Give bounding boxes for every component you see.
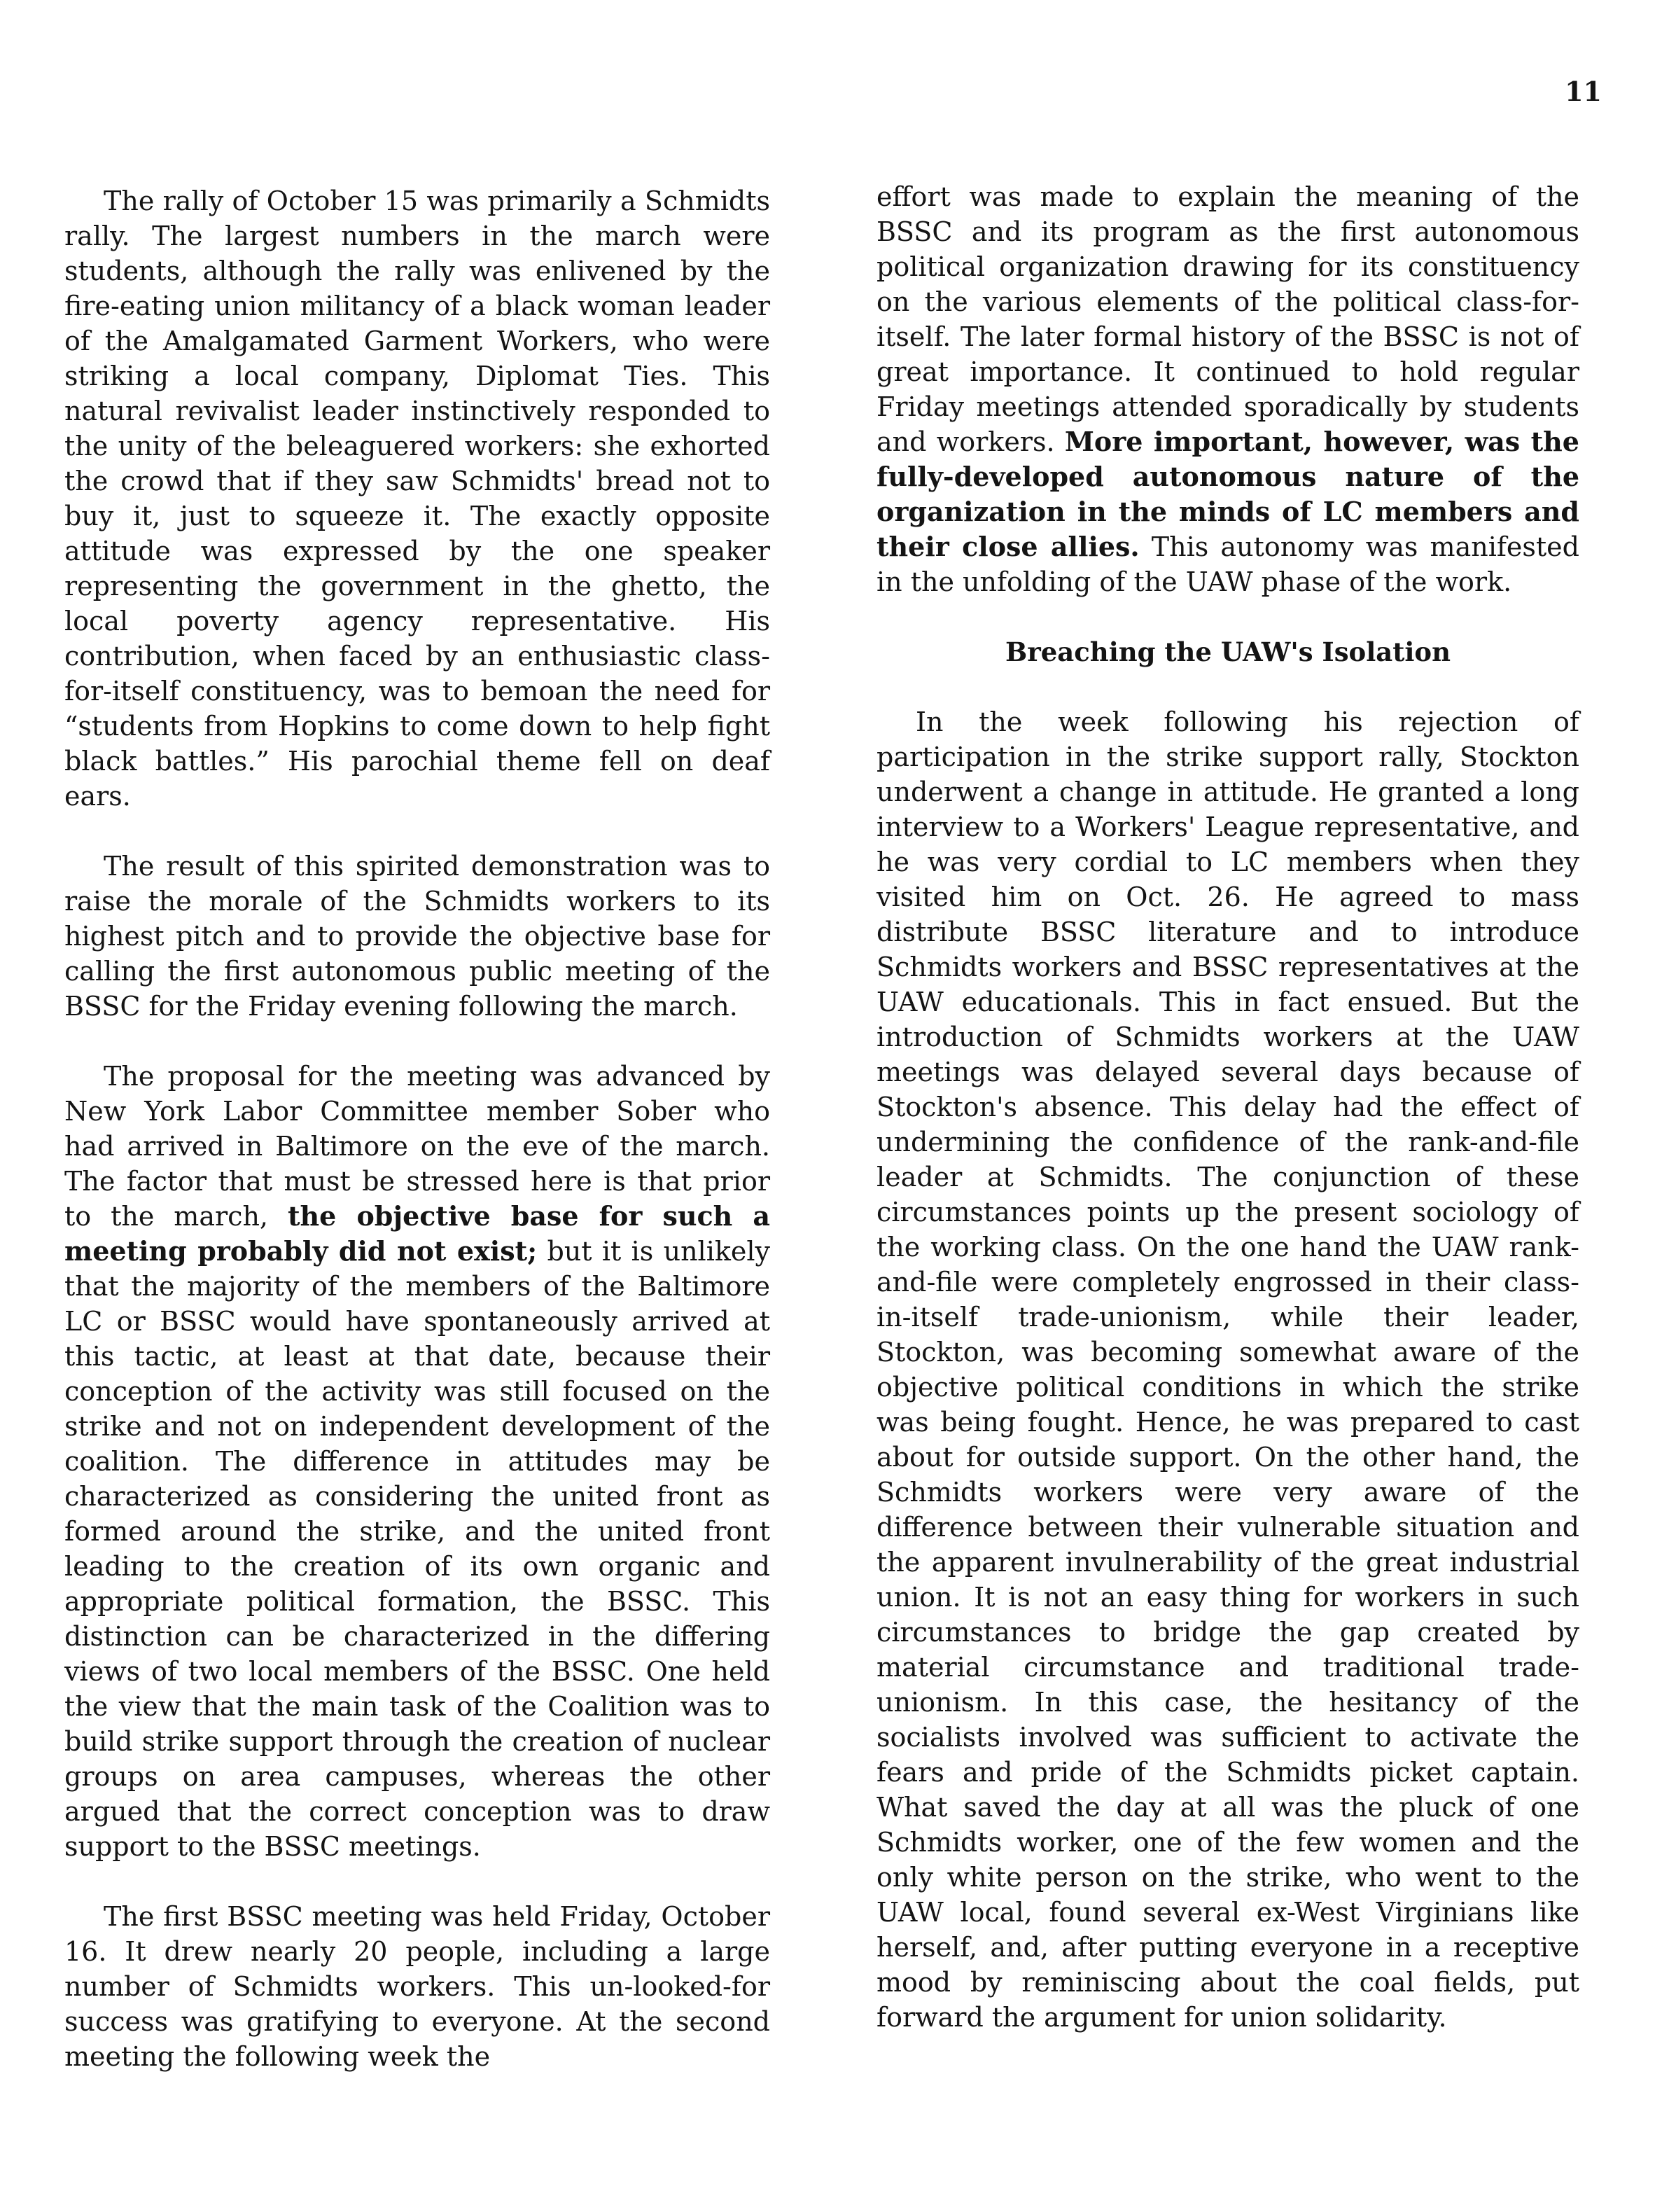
paragraph-continuation-text-a: effort was made to explain the meaning of the BSSC and its program as the first autonomous political organization drawing for its constituency on the various elements of the political class-for-itself. The later formal history of the BSSC is not of great importance. It continued to hold regular Friday meetings attended sporadically by students and workers. — [877, 181, 1579, 457]
paragraph-continuation-emphasis: More important, however, was the fully-developed autonomous nature of the organization in the minds of LC members and their close allies. — [877, 426, 1579, 562]
paragraph-continuation — [877, 179, 1579, 599]
left-column — [64, 183, 770, 2074]
paragraph-stockton: In the week following his rejection of participation in the strike support rally, Stockton underwent a change in attitude. He granted a long interview to a Workers' League representative, and he was very cordial to LC members when they visited him on Oct. 26. He agreed to mass distribute BSSC literature and to introduce Schmidts workers and BSSC representatives at the UAW educationals. This in fact ensued. But the introduction of Schmidts workers at the UAW meetings was delayed several days because of Stockton's absence. This delay had the effect of undermining the confidence of the rank-and-file leader at Schmidts. The conjunction of these circumstances points up the present sociology of the working class. On the one hand the UAW rank-and-file were completely engrossed in their class-in-itself trade-unionism, while their leader, Stockton, was becoming somewhat aware of the objective political conditions in which the strike was being fought. Hence, he was prepared to cast about for outside support. On the other hand, the Schmidts workers were very aware of the difference between their vulnerable situation and the apparent invulnerability of the great industrial union. It is not an easy thing for workers in such circumstances to bridge the gap created by material circumstance and traditional trade-unionism. In this case, the hesitancy of the socialists involved was sufficient to activate the fears and pride of the Schmidts picket captain. What saved the day at all was the pluck of one Schmidts worker, one of the few women and the only white person on the strike, who went to the UAW local, found several ex-West Virginians like herself, and, after putting everyone in a receptive mood by reminiscing about the coal fields, put forward the argument for union solidarity. — [877, 707, 1579, 2033]
paragraph-proposal-text-a: The proposal for the meeting was advanced by New York Labor Committee member Sober who had arrived in Baltimore on the eve of the march. The factor that must be stressed here is that prior to the march, — [64, 1061, 770, 1232]
right-column — [877, 179, 1579, 2035]
page-number: 11 — [1565, 76, 1602, 107]
paragraph-continuation-text-b: This autonomy was manifested in the unfolding of the UAW phase of the work. — [877, 531, 1579, 597]
paragraph-proposal — [64, 1059, 770, 1864]
paragraph-first-meeting: The first BSSC meeting was held Friday, October 16. It drew nearly 20 people, including a large number of Schmidts workers. This un-looked-for success was gratifying to everyone. At the second meeting the following week the — [64, 1901, 770, 2072]
section-heading: Breaching the UAW's Isolation — [1005, 637, 1451, 667]
paragraph-rally: The rally of October 15 was primarily a Schmidts rally. The largest numbers in the march were students, although the rally was enlivened by the fire-eating union militancy of a black woman leader of the Amalgamated Garment Workers, who were striking a local company, Diplomat Ties. This natural revivalist leader instinctively responded to the unity of the beleaguered workers: she exhorted the crowd that if they saw Schmidts' bread not to buy it, just to squeeze it. The exactly opposite attitude was expressed by the one speaker representing the government in the ghetto, the local poverty agency representative. His contribution, when faced by an enthusiastic class-for-itself constituency, was to bemoan the need for “students from Hopkins to come down to help fight black battles.” His parochial theme fell on deaf ears. — [64, 186, 770, 812]
paragraph-proposal-text-b: but it is unlikely that the majority of the members of the Baltimore LC or BSSC would have spontaneously arrived at this tactic, at least at that date, because their conception of the activity was still focused on the strike and not on independent development of the coalition. The difference in attitudes may be characterized as considering the united front as formed around the strike, and the united front leading to the creation of its own organic and appropriate political formation, the BSSC. This distinction can be characterized in the differing views of two local members of the BSSC. One held the view that the main task of the Coalition was to build strike support through the creation of nuclear groups on area campuses, whereas the other argued that the correct conception was to draw support to the BSSC meetings. — [64, 1236, 770, 1862]
paragraph-result: The result of this spirited demonstration was to raise the morale of the Schmidts workers to its highest pitch and to provide the objective base for calling the first autonomous public meeting of the BSSC for the Friday evening following the march. — [64, 851, 770, 1022]
paragraph-proposal-emphasis: the objective base for such a meeting probably did not exist; — [64, 1200, 770, 1267]
